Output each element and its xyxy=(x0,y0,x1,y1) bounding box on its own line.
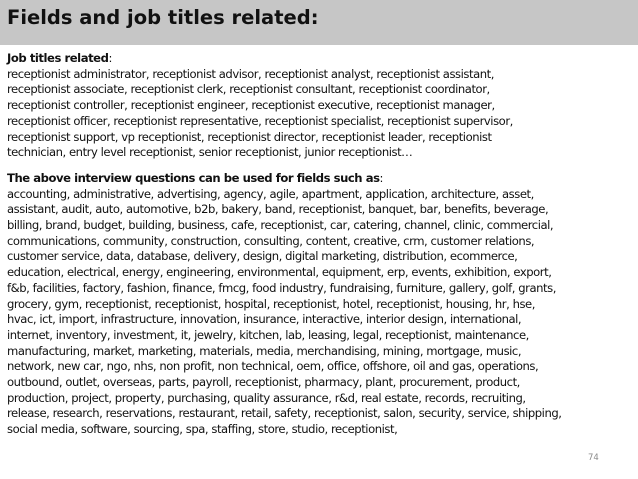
fields-line: social media, software, sourcing, spa, staffing, store, studio, receptionist, xyxy=(7,422,398,437)
fields-line: internet, inventory, investment, it, jewelry, kitchen, lab, leasing, legal, receptionist, maintenance, xyxy=(7,327,529,342)
fields-line: network, new car, ngo, nhs, non profit, non technical, oem, office, offshore, oil and gas, operations, xyxy=(7,359,539,374)
job-titles-line: receptionist administrator, receptionist advisor, receptionist analyst, receptionist assistant, xyxy=(7,66,494,81)
job-titles-line: receptionist support, vp receptionist, receptionist director, receptionist leader, receptionist xyxy=(7,129,492,144)
title-bar xyxy=(0,0,638,45)
page-number: 74 xyxy=(588,453,599,463)
fields-line: manufacturing, market, marketing, materials, media, merchandising, mining, mortgage, music, xyxy=(7,343,522,358)
job-titles-list xyxy=(7,67,633,161)
fields-label: The above interview questions can be used for fields such as xyxy=(7,170,380,185)
fields-line: customer service, data, database, delivery, design, digital marketing, distribution, ecommerce, xyxy=(7,249,518,264)
job-titles-label: Job titles related xyxy=(7,51,109,65)
fields-line: accounting, administrative, advertising, agency, agile, apartment, application, architecture, asset, xyxy=(7,186,534,201)
fields-line: communications, community, construction, consulting, content, creative, crm, customer relations, xyxy=(7,233,535,248)
job-titles-line: receptionist controller, receptionist engineer, receptionist executive, receptionist manager, xyxy=(7,98,495,113)
job-titles-line: receptionist officer, receptionist representative, receptionist specialist, receptionist supervisor, xyxy=(7,113,513,128)
section-spacer xyxy=(7,161,633,171)
fields-line: education, electrical, energy, engineering, environmental, equipment, erp, events, exhibition, export, xyxy=(7,265,552,280)
slide-content xyxy=(7,51,633,438)
fields-line: grocery, gym, receptionist, receptionist, hospital, receptionist, hotel, receptionist, housing, hr, hse, xyxy=(7,296,535,311)
fields-line: release, research, reservations, restaurant, retail, safety, receptionist, salon, security, service, shipping, xyxy=(7,406,562,421)
fields-line: outbound, outlet, overseas, parts, payroll, receptionist, pharmacy, plant, procurement, product, xyxy=(7,375,520,390)
fields-line: production, project, property, purchasing, quality assurance, r&d, real estate, records, recruiting, xyxy=(7,390,526,405)
job-titles-colon: : xyxy=(108,51,112,65)
job-titles-heading xyxy=(7,51,633,67)
fields-line: hvac, ict, import, infrastructure, innovation, insurance, interactive, interior design, international, xyxy=(7,312,522,327)
fields-line: billing, brand, budget, building, business, cafe, receptionist, car, catering, channel, clinic, commercial, xyxy=(7,218,554,233)
job-titles-line: technician, entry level receptionist, senior receptionist, junior receptionist… xyxy=(7,145,413,160)
fields-colon: : xyxy=(379,170,383,185)
fields-line: f&b, facilities, factory, fashion, finance, fmcg, food industry, fundraising, furniture, gallery, golf, grants, xyxy=(7,280,556,295)
job-titles-line: receptionist associate, receptionist clerk, receptionist consultant, receptionist coordinator, xyxy=(7,82,490,97)
fields-list xyxy=(7,187,633,438)
slide-title: Fields and job titles related: xyxy=(7,6,319,29)
fields-heading xyxy=(7,171,633,187)
fields-line: assistant, audit, auto, automotive, b2b, bakery, band, receptionist, banquet, bar, benefits, beverage, xyxy=(7,202,549,217)
